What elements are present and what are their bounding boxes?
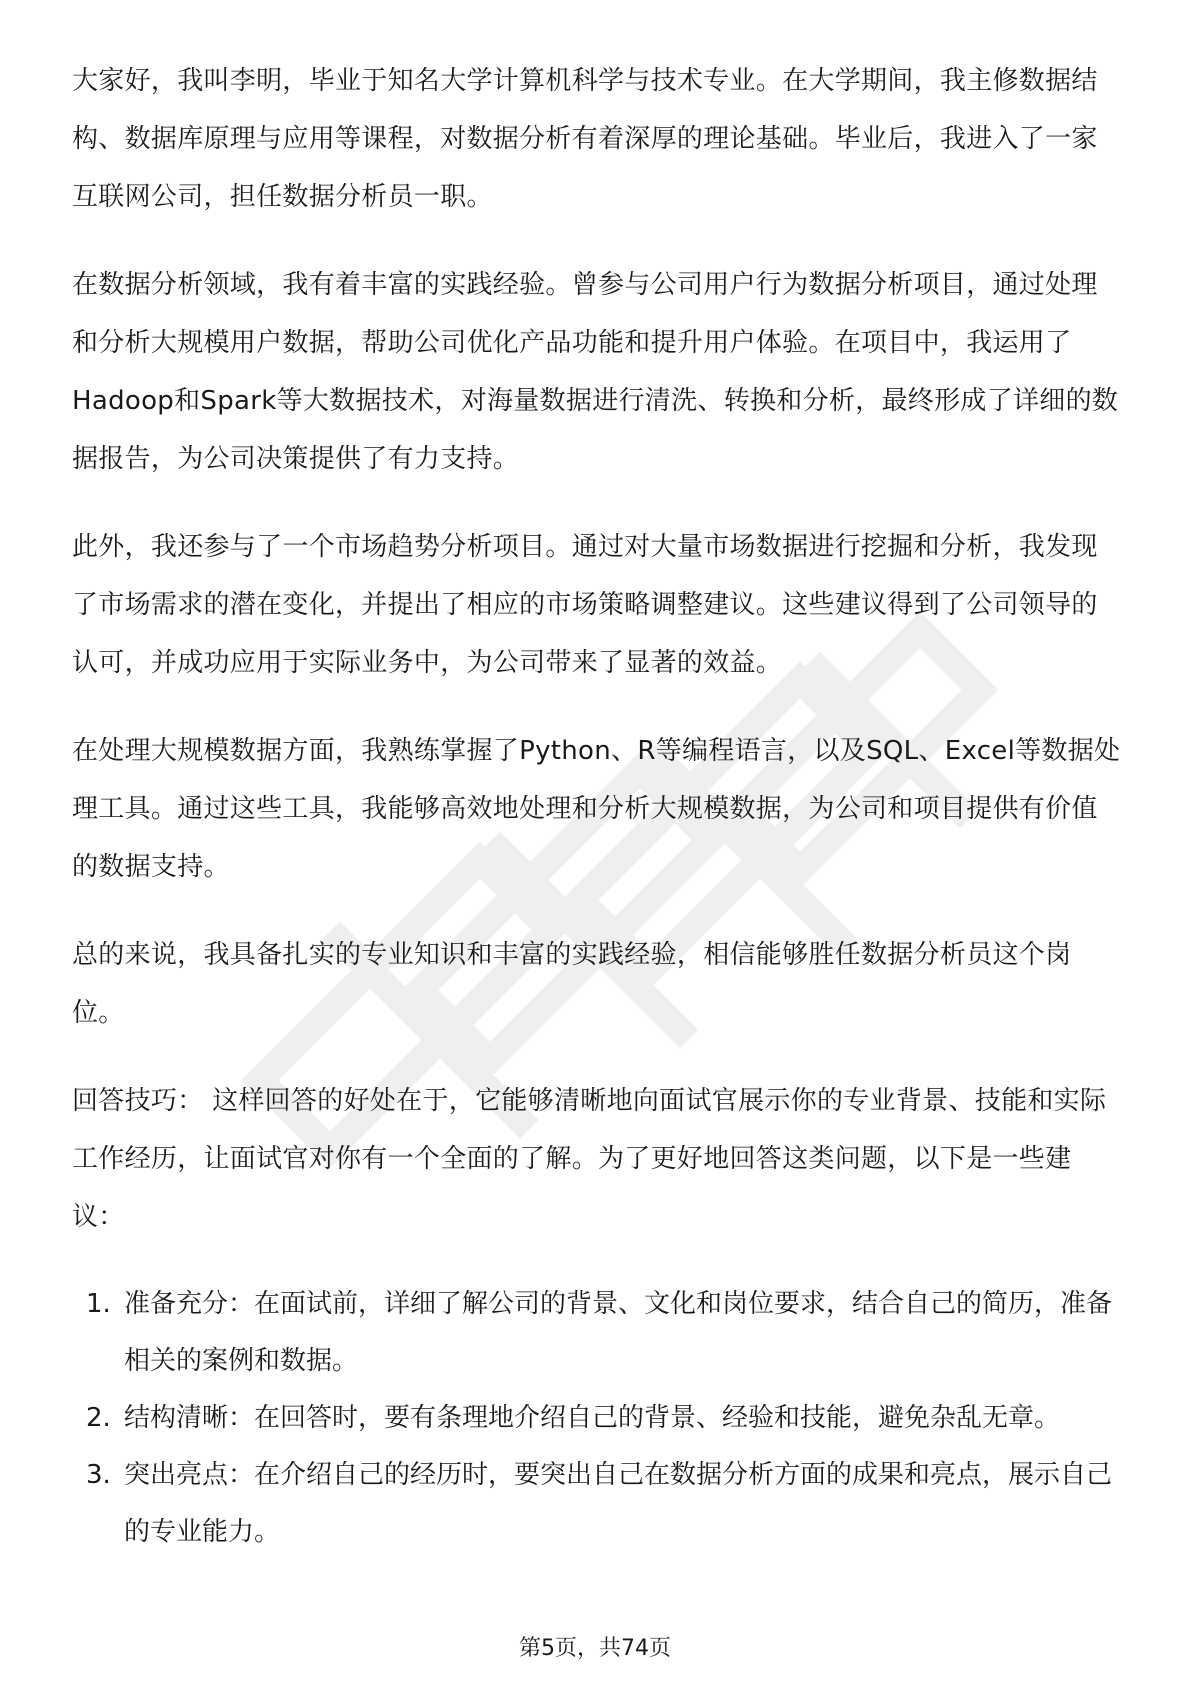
- tips-list: [72, 1276, 1122, 1561]
- main-content: [72, 52, 1122, 1561]
- paragraph-answer-tips: 回答技巧： 这样回答的好处在于，它能够清晰地向面试官展示你的专业背景、技能和实际工作经历，让面试官对你有一个全面的了解。为了更好地回答这类问题，以下是一些建议：: [72, 1086, 1107, 1232]
- list-item: [72, 1447, 1122, 1561]
- paragraph-market-project: 此外，我还参与了一个市场趋势分析项目。通过对大量市场数据进行挖掘和分析，我发现了市场需求的潜在变化，并提出了相应的市场策略调整建议。这些建议得到了公司领导的认可，并成功应用于实际业务中，为公司带来了显著的效益。: [72, 532, 1098, 678]
- list-item-number: 2.: [86, 1403, 111, 1433]
- list-item-number: 1.: [86, 1289, 111, 1319]
- page-number: 第5页，共74页: [519, 1636, 671, 1661]
- list-item: [72, 1390, 1122, 1447]
- paragraph-summary: 总的来说，我具备扎实的专业知识和丰富的实践经验，相信能够胜任数据分析员这个岗位。: [72, 940, 1072, 1028]
- paragraph-intro: 大家好，我叫李明，毕业于知名大学计算机科学与技术专业。在大学期间，我主修数据结构、数据库原理与应用等课程，对数据分析有着深厚的理论基础。毕业后，我进入了一家互联网公司，担任数据分析员一职。: [72, 66, 1098, 212]
- paragraph-skills: 在处理大规模数据方面，我熟练掌握了Python、R等编程语言，以及SQL、Excel等数据处理工具。通过这些工具，我能够高效地处理和分析大规模数据，为公司和项目提供有价值的数据支持。: [72, 736, 1121, 882]
- list-item-text: 突出亮点：在介绍自己的经历时，要突出自己在数据分析方面的成果和亮点，展示自己的专业能力。: [124, 1460, 1113, 1547]
- list-item-text: 结构清晰：在回答时，要有条理地介绍自己的背景、经验和技能，避免杂乱无章。: [124, 1403, 1061, 1433]
- list-item-text: 准备充分：在面试前，详细了解公司的背景、文化和岗位要求，结合自己的简历，准备相关的案例和数据。: [124, 1289, 1113, 1376]
- list-item: [72, 1276, 1122, 1390]
- list-item-number: 3.: [86, 1460, 111, 1490]
- paragraph-experience: 在数据分析领域，我有着丰富的实践经验。曾参与公司用户行为数据分析项目，通过处理和分析大规模用户数据，帮助公司优化产品功能和提升用户体验。在项目中，我运用了Hadoop和Spark等大数据技术，对海量数据进行清洗、转换和分析，最终形成了详细的数据报告，为公司决策提供了有力支持。: [72, 270, 1119, 474]
